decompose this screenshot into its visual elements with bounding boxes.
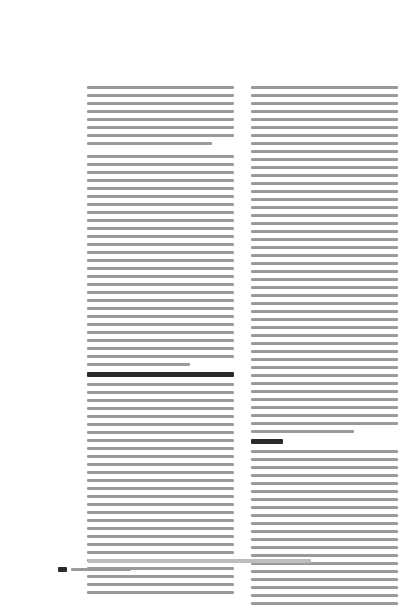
body-paragraph [251, 86, 398, 433]
body-paragraph [251, 450, 398, 605]
left-column [87, 86, 234, 599]
section-heading [251, 439, 283, 444]
body-paragraph [87, 155, 234, 366]
body-paragraph [87, 86, 234, 145]
private-use-notice [88, 559, 311, 563]
section-heading [87, 372, 234, 377]
right-column [251, 86, 398, 610]
running-footer [71, 568, 131, 571]
page-number [58, 567, 67, 572]
